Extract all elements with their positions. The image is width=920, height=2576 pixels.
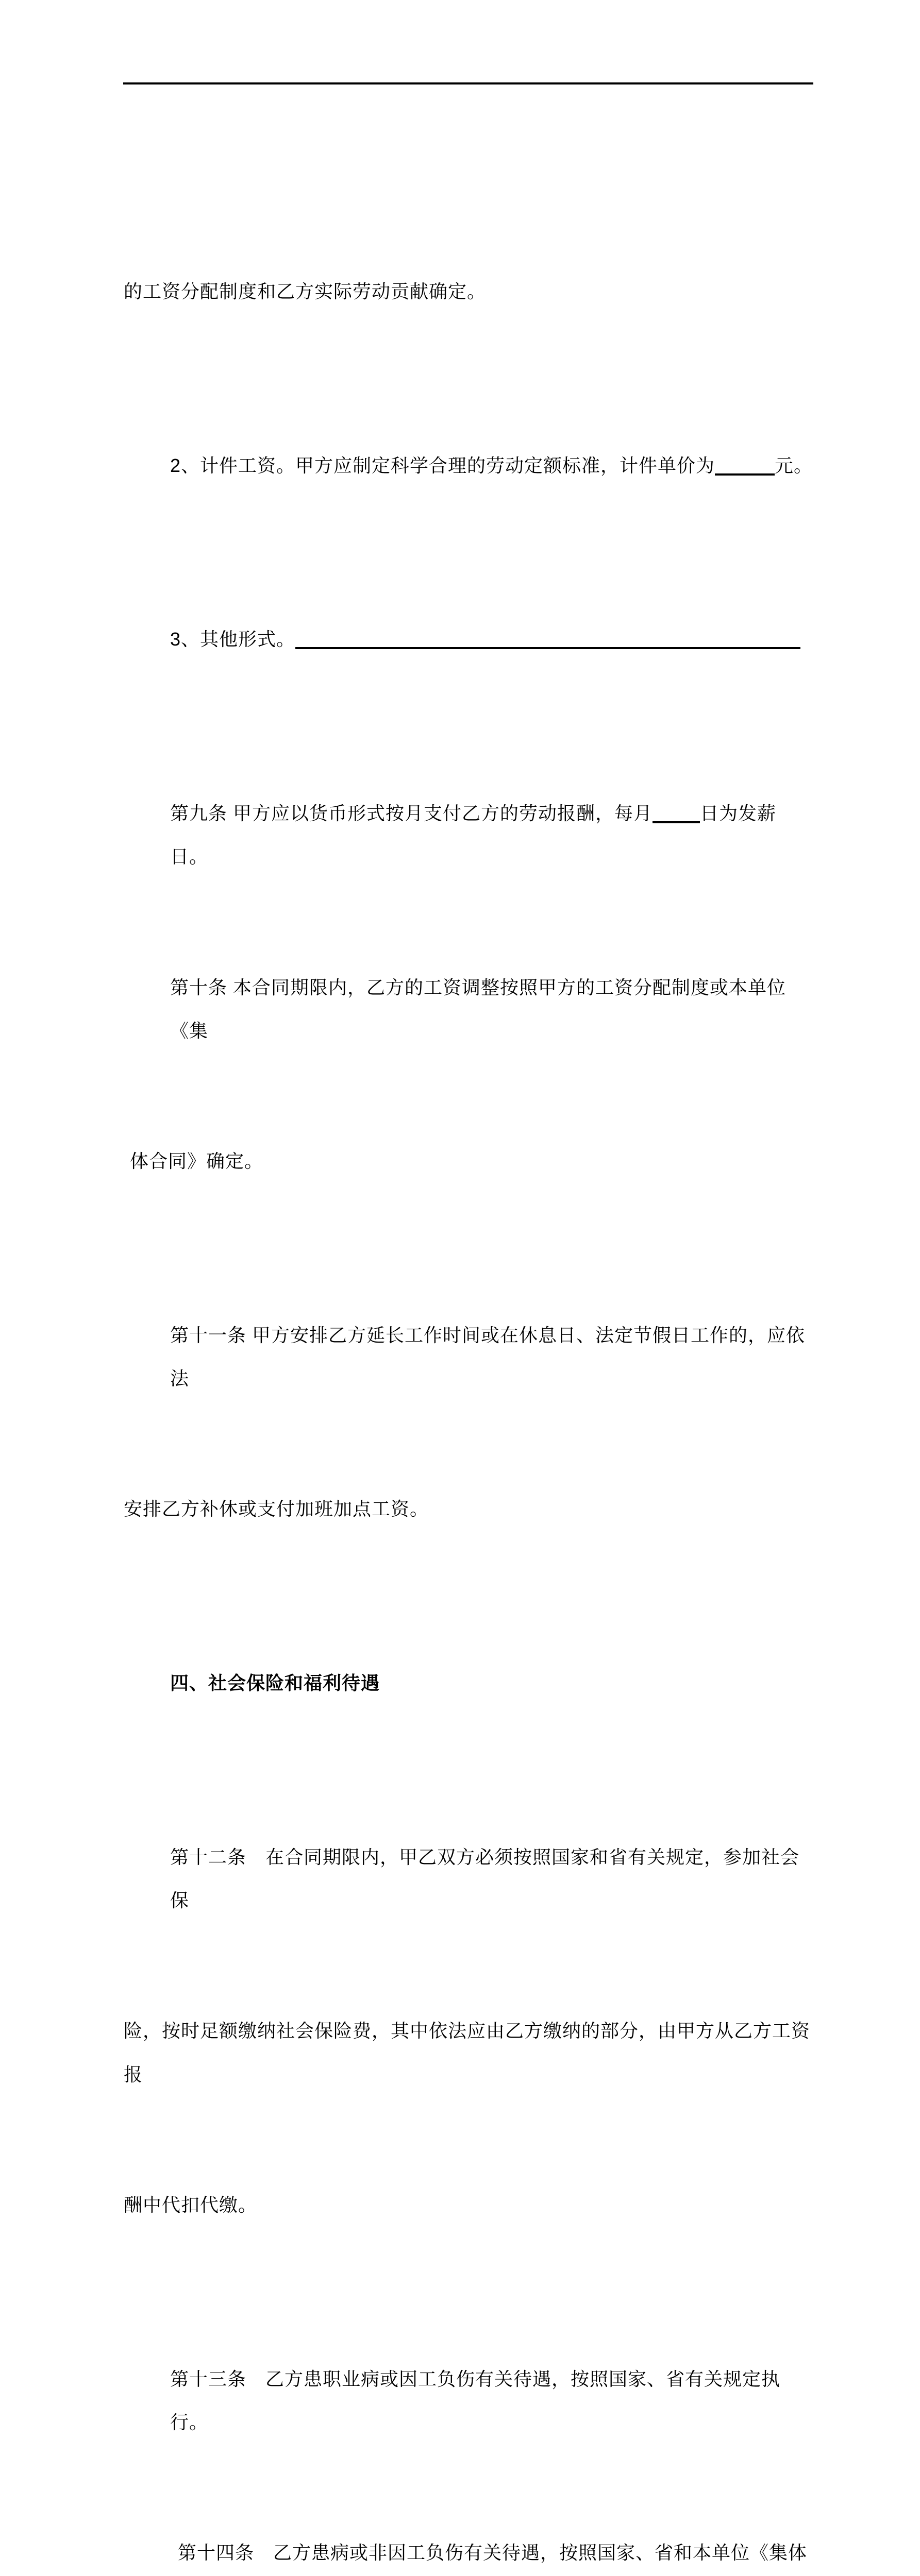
contract-body xyxy=(124,140,813,2576)
contract-line xyxy=(124,2183,813,2227)
line-text: 安排乙方补休或支付加班加点工资。 xyxy=(124,1498,429,1520)
header-rule xyxy=(123,82,813,84)
contract-line xyxy=(124,618,813,661)
fill-in-blank-underline xyxy=(295,635,800,649)
heading-text: 四、社会保险和福利待遇 xyxy=(170,1672,380,1694)
line-text: 日为发薪日。 xyxy=(170,803,777,868)
line-text: 险，按时足额缴纳社会保险费，其中依法应由乙方缴纳的部分，由甲方从乙方工资报 xyxy=(124,2020,811,2085)
contract-line xyxy=(124,966,813,1042)
line-text: 第十四条 乙方患病或非因工负伤有关待遇，按照国家、省和本单位《集体 xyxy=(178,2542,808,2564)
contract-line xyxy=(124,2358,813,2433)
contract-line xyxy=(124,792,813,868)
section-heading xyxy=(124,1662,813,1705)
line-text: 的工资分配制度和乙方实际劳动贡献确定。 xyxy=(124,281,487,302)
line-text: 酬中代扣代缴。 xyxy=(124,2194,258,2215)
line-text: 第十条 本合同期限内，乙方的工资调整按照甲方的工资分配制度或本单位《集 xyxy=(170,976,787,1042)
line-text: 元。 xyxy=(775,454,813,476)
contract-line xyxy=(124,1836,813,1911)
contract-line xyxy=(124,2531,813,2574)
line-text: 第十三条 乙方患职业病或因工负伤有关待遇，按照国家、省有关规定执行。 xyxy=(170,2368,781,2433)
line-text: 第十一条 甲方安排乙方延长工作时间或在休息日、法定节假日工作的，应依法 xyxy=(170,1324,806,1389)
line-text: 第九条 甲方应以货币形式按月支付乙方的劳动报酬，每月 xyxy=(170,803,653,824)
fill-in-blank-underline xyxy=(653,809,700,823)
contract-line xyxy=(124,270,813,313)
contract-line xyxy=(124,2009,813,2085)
line-text: 第十二条 在合同期限内，甲乙双方必须按照国家和省有关规定，参加社会保 xyxy=(170,1846,800,1911)
line-text: 3、其他形式。 xyxy=(170,629,296,650)
contract-line xyxy=(124,1140,813,1183)
fill-in-blank-underline xyxy=(715,461,775,476)
contract-line xyxy=(124,444,813,487)
contract-line xyxy=(124,1487,813,1531)
line-text: 2、计件工资。甲方应制定科学合理的劳动定额标准，计件单价为 xyxy=(170,454,715,476)
contract-line xyxy=(124,1314,813,1389)
line-text: 体合同》确定。 xyxy=(130,1150,264,1172)
